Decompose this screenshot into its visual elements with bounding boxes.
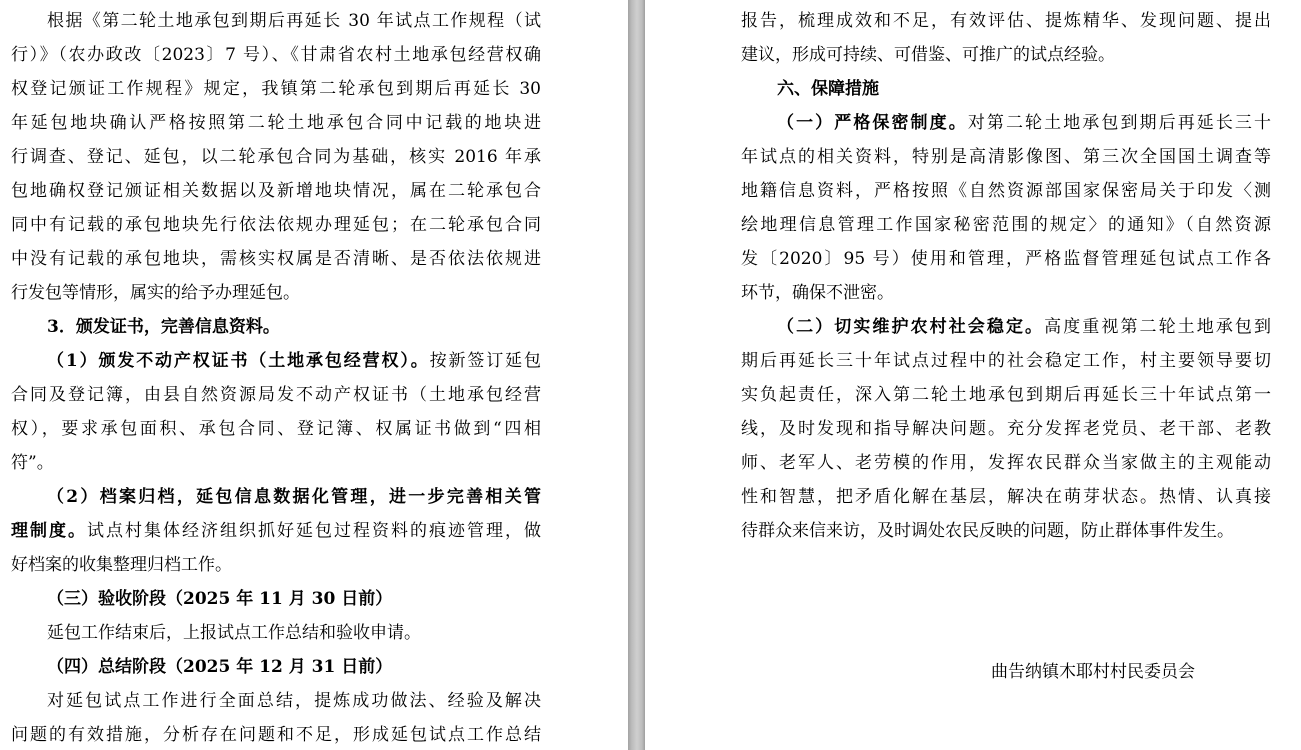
stage-3-text: 延包工作结束后，上报试点工作总结和验收申请。 bbox=[47, 623, 421, 643]
left-text-column bbox=[11, 4, 541, 750]
item-2-text: 试点村集体经济组织抓好延包过程资料的痕迹管理，做 bbox=[87, 521, 541, 541]
paragraph-line: 环节，确保不泄密。 bbox=[741, 283, 894, 303]
measure-2-text: 高度重视第二轮土地承包到 bbox=[1044, 317, 1272, 337]
paragraph-line: 权），要求承包面积、承包合同、登记簿、权属证书做到“四相 bbox=[11, 419, 541, 439]
measure-2-title: （二）切实维护农村社会稳定。 bbox=[777, 317, 1045, 337]
paragraph-line: 同中有记载的承包地块先行依法依规办理延包；在二轮承包合同 bbox=[11, 215, 541, 235]
item-2-second-line bbox=[11, 514, 541, 548]
paragraph-line: 年试点的相关资料，特别是高清影像图、第三次全国国土调查等 bbox=[741, 147, 1271, 167]
paragraph-line: 行发包等情形，属实的给予办理延包。 bbox=[11, 283, 300, 303]
paragraph-line: 对延包试点工作进行全面总结，提炼成功做法、经验及解决 bbox=[47, 691, 541, 711]
paragraph-line: 待群众来信来访，及时调处农民反映的问题，防止群体事件发生。 bbox=[741, 521, 1234, 541]
measure-1-text: 对第二轮土地承包到期后再延长三十 bbox=[967, 113, 1272, 133]
paragraph-line: 中没有记载的承包地块，需核实权属是否清晰、是否依法依规进 bbox=[11, 249, 541, 269]
paragraph-line: 绘地理信息管理工作国家秘密范围的规定〉的通知》（自然资源 bbox=[741, 215, 1271, 235]
right-text-column bbox=[741, 4, 1271, 548]
measure-1-title: （一）严格保密制度。 bbox=[777, 113, 968, 133]
paragraph-line: 期后再延长三十年试点过程中的社会稳定工作，村主要领导要切 bbox=[741, 351, 1271, 371]
item-2-title-end: 理制度。 bbox=[11, 521, 87, 541]
page-gutter bbox=[628, 0, 645, 750]
paragraph-line: 符”。 bbox=[11, 453, 54, 473]
stage-4-heading: （四）总结阶段（2025 年 12 月 31 日前） bbox=[47, 657, 393, 677]
stage-3-heading: （三）验收阶段（2025 年 11 月 30 日前） bbox=[47, 589, 393, 609]
paragraph-line: 行调查、登记、延包，以二轮承包合同为基础，核实 2016 年承 bbox=[11, 147, 541, 167]
item-1-text: 按新签订延包 bbox=[429, 351, 542, 371]
paragraph-line: 行）》（农办政改〔2023〕7 号）、《甘肃省农村土地承包经营权确 bbox=[11, 45, 541, 65]
paragraph-line: 合同及登记簿，由县自然资源局发不动产权证书（土地承包经营 bbox=[11, 385, 541, 405]
paragraph-line: 师、老军人、老劳模的作用，发挥农民群众当家做主的主观能动 bbox=[741, 453, 1271, 473]
paragraph-line: 报告，梳理成效和不足，有效评估、提炼精华、发现问题、提出 bbox=[741, 11, 1271, 31]
document-page-left bbox=[0, 0, 628, 750]
paragraph-line: 根据《第二轮土地承包到期后再延长 30 年试点工作规程（试 bbox=[47, 11, 541, 31]
paragraph-line: 发〔2020〕95 号）使用和管理，严格监督管理延包试点工作各 bbox=[741, 249, 1271, 269]
paragraph-line: 问题的有效措施，分析存在问题和不足，形成延包试点工作总结 bbox=[11, 725, 541, 745]
paragraph-line: 好档案的收集整理归档工作。 bbox=[11, 555, 232, 575]
paragraph-line: 性和智慧，把矛盾化解在基层，解决在萌芽状态。热情、认真接 bbox=[741, 487, 1271, 507]
item-2-title-line: （2）档案归档，延包信息数据化管理，进一步完善相关管 bbox=[47, 487, 541, 507]
paragraph-line: 年延包地块确认严格按照第二轮土地承包合同中记载的地块进 bbox=[11, 113, 541, 133]
paragraph-line: 线，及时发现和指导解决问题。充分发挥老党员、老干部、老教 bbox=[741, 419, 1271, 439]
paragraph-line: 地籍信息资料，严格按照《自然资源部国家保密局关于印发〈测 bbox=[741, 181, 1271, 201]
paragraph-line: 权登记颁证工作规程》规定，我镇第二轮承包到期后再延长 30 bbox=[11, 79, 541, 99]
measure-2-first-line bbox=[741, 310, 1271, 344]
section-heading: 3．颁发证书，完善信息资料。 bbox=[47, 317, 280, 337]
item-1-title: （1）颁发不动产权证书（土地承包经营权）。 bbox=[47, 351, 430, 371]
paragraph-line: 实负起责任，深入第二轮土地承包到期后再延长三十年试点第一 bbox=[741, 385, 1271, 405]
signature-organization: 曲告纳镇木耶村村民委员会 bbox=[991, 662, 1195, 682]
measure-1-first-line bbox=[741, 106, 1271, 140]
item-1-first-line bbox=[11, 344, 541, 378]
paragraph-line: 包地确权登记颁证相关数据以及新增地块情况，属在二轮承包合 bbox=[11, 181, 541, 201]
section-heading: 六、保障措施 bbox=[777, 79, 879, 99]
paragraph-line: 建议，形成可持续、可借鉴、可推广的试点经验。 bbox=[741, 45, 1115, 65]
